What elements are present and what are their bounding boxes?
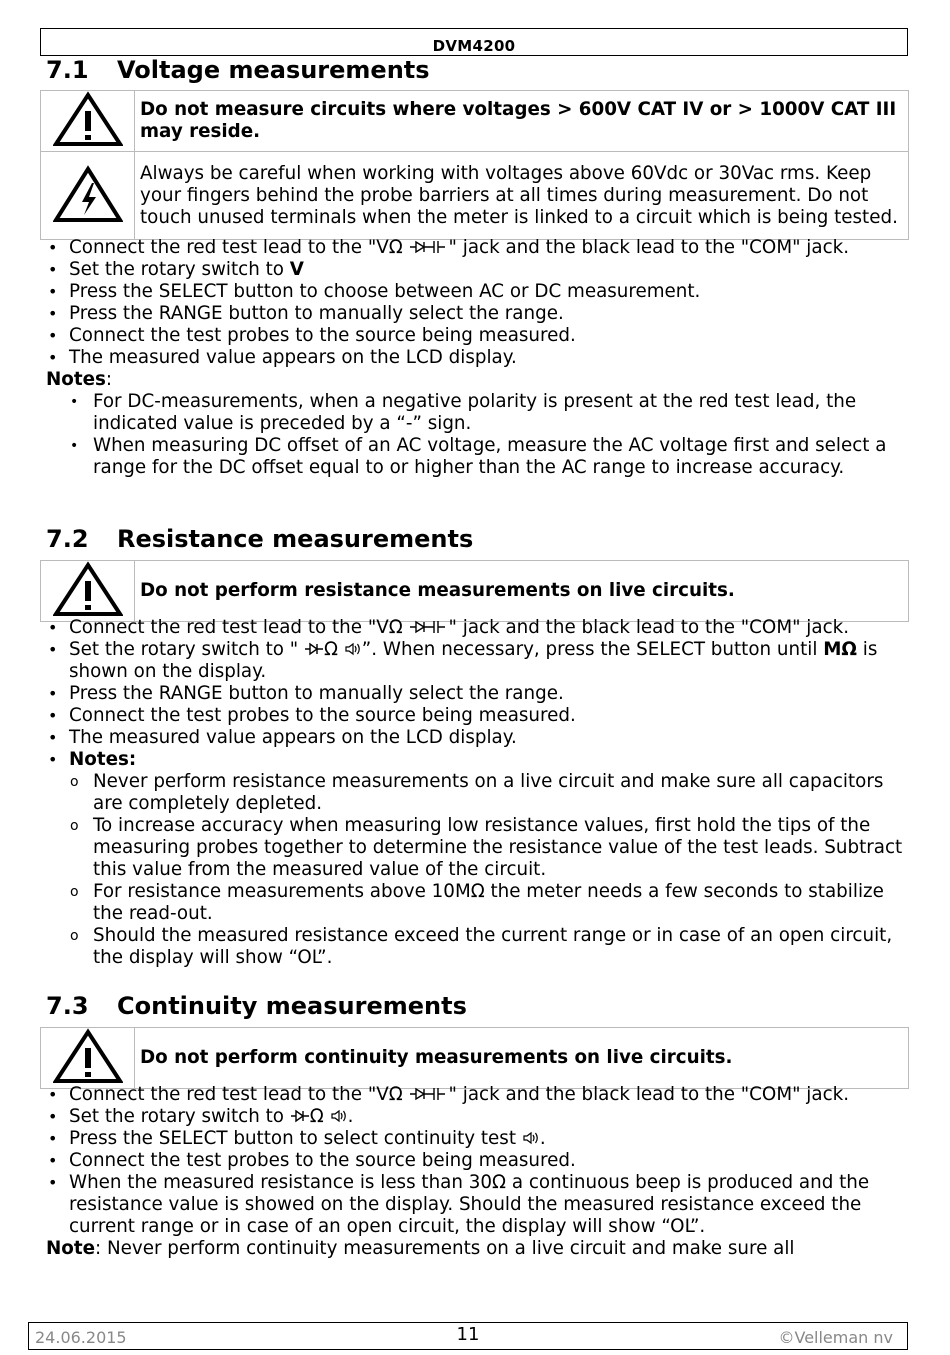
notes-heading: Notes: xyxy=(46,369,113,390)
warning-text: Do not perform resistance measurements on live circuits. xyxy=(135,561,909,622)
list-item: • Set the rotary switch to V xyxy=(48,259,304,280)
section-7-1-title: 7.1 Voltage measurements xyxy=(46,56,430,84)
continuity-sound-icon xyxy=(330,1108,348,1124)
voltage-warning-table xyxy=(40,90,909,240)
note-item: o Should the measured resistance exceed the current range or in case of an open circuit, the display will show “OL”. xyxy=(70,925,893,968)
diode-capacitor-icon xyxy=(409,239,449,255)
warning-text: Do not measure circuits where voltages > 600V CAT IV or > 1000V CAT III may reside. xyxy=(135,91,909,152)
continuity-warning-table xyxy=(40,1027,909,1089)
resistance-instructions xyxy=(46,617,916,969)
list-item: • Press the SELECT button to choose between AC or DC measurement. xyxy=(48,281,701,302)
list-item: • Connect the test probes to the source being measured. xyxy=(48,325,576,346)
diode-icon xyxy=(304,641,324,657)
list-item: • Set the rotary switch to " Ω ”. When necessary, press the SELECT button until MΩ is shown on the display. xyxy=(48,639,878,682)
note-item: o Never perform resistance measurements on a live circuit and make sure all capacitors are completely depleted. xyxy=(70,771,884,814)
list-item: • Press the SELECT button to select continuity test . xyxy=(48,1128,546,1149)
footer-date: 24.06.2015 xyxy=(35,1328,127,1347)
note-paragraph: Note: Never perform continuity measurements on a live circuit and make sure all xyxy=(46,1238,795,1259)
list-item: • The measured value appears on the LCD display. xyxy=(48,347,517,368)
continuity-sound-icon xyxy=(522,1130,540,1146)
list-item: • Press the RANGE button to manually select the range. xyxy=(48,303,564,324)
warning-triangle-icon xyxy=(41,1028,135,1089)
list-item: • Connect the red test lead to the "VΩ " jack and the black lead to the "COM" jack. xyxy=(48,1084,850,1105)
page-footer xyxy=(28,1322,908,1350)
continuity-instructions xyxy=(46,1084,916,1260)
diode-icon xyxy=(290,1108,310,1124)
voltage-instructions xyxy=(46,237,916,479)
list-item: • The measured value appears on the LCD display. xyxy=(48,727,517,748)
warning-text: Do not perform continuity measurements on live circuits. xyxy=(135,1028,909,1089)
warning-text: Always be careful when working with voltages above 60Vdc or 30Vac rms. Keep your fingers behind the probe barriers at all times during measurement. Do not touch unused terminals when the meter is linked to a circuit which is being tested. xyxy=(135,152,909,240)
list-item: • Connect the red test lead to the "VΩ " jack and the black lead to the "COM" jack. xyxy=(48,617,850,638)
section-7-2-title: 7.2 Resistance measurements xyxy=(46,525,474,553)
header-model-title: DVM4200 xyxy=(432,37,516,55)
warning-triangle-icon xyxy=(41,91,135,152)
note-item: o To increase accuracy when measuring low resistance values, first hold the tips of the measuring probes together to determine the resistance value of the test leads. Subtract this value from the measured value of the circuit. xyxy=(70,815,903,880)
list-item: • Connect the red test lead to the "VΩ " jack and the black lead to the "COM" jack. xyxy=(48,237,850,258)
page-number: 11 xyxy=(456,1324,480,1345)
footer-copyright: ©Velleman nv xyxy=(778,1328,893,1347)
diode-capacitor-icon xyxy=(409,1086,449,1102)
note-item: • When measuring DC offset of an AC voltage, measure the AC voltage first and select a range for the DC offset equal to or higher than the AC range to increase accuracy. xyxy=(70,435,887,478)
list-item: • Press the RANGE button to manually select the range. xyxy=(48,683,564,704)
list-item: • When the measured resistance is less than 30Ω a continuous beep is produced and the resistance value is showed on the display. Should the measured resistance exceed the current range or in case of an open circuit, the display will show “OL”. xyxy=(48,1172,870,1237)
note-item: • For DC-measurements, when a negative polarity is present at the red test lead, the indicated value is preceded by a “-” sign. xyxy=(70,391,857,434)
list-item: • Connect the test probes to the source being measured. xyxy=(48,705,576,726)
note-item: o For resistance measurements above 10MΩ the meter needs a few seconds to stabilize the read-out. xyxy=(70,881,884,924)
list-item: • Set the rotary switch to Ω . xyxy=(48,1106,354,1127)
resistance-warning-table xyxy=(40,560,909,622)
high-voltage-icon xyxy=(41,152,135,240)
list-item: • Connect the test probes to the source being measured. xyxy=(48,1150,576,1171)
section-7-3-title: 7.3 Continuity measurements xyxy=(46,992,467,1020)
list-item: • Notes: xyxy=(48,749,137,770)
continuity-sound-icon xyxy=(344,641,362,657)
warning-triangle-icon xyxy=(41,561,135,622)
page-header xyxy=(40,28,908,56)
diode-capacitor-icon xyxy=(409,619,449,635)
